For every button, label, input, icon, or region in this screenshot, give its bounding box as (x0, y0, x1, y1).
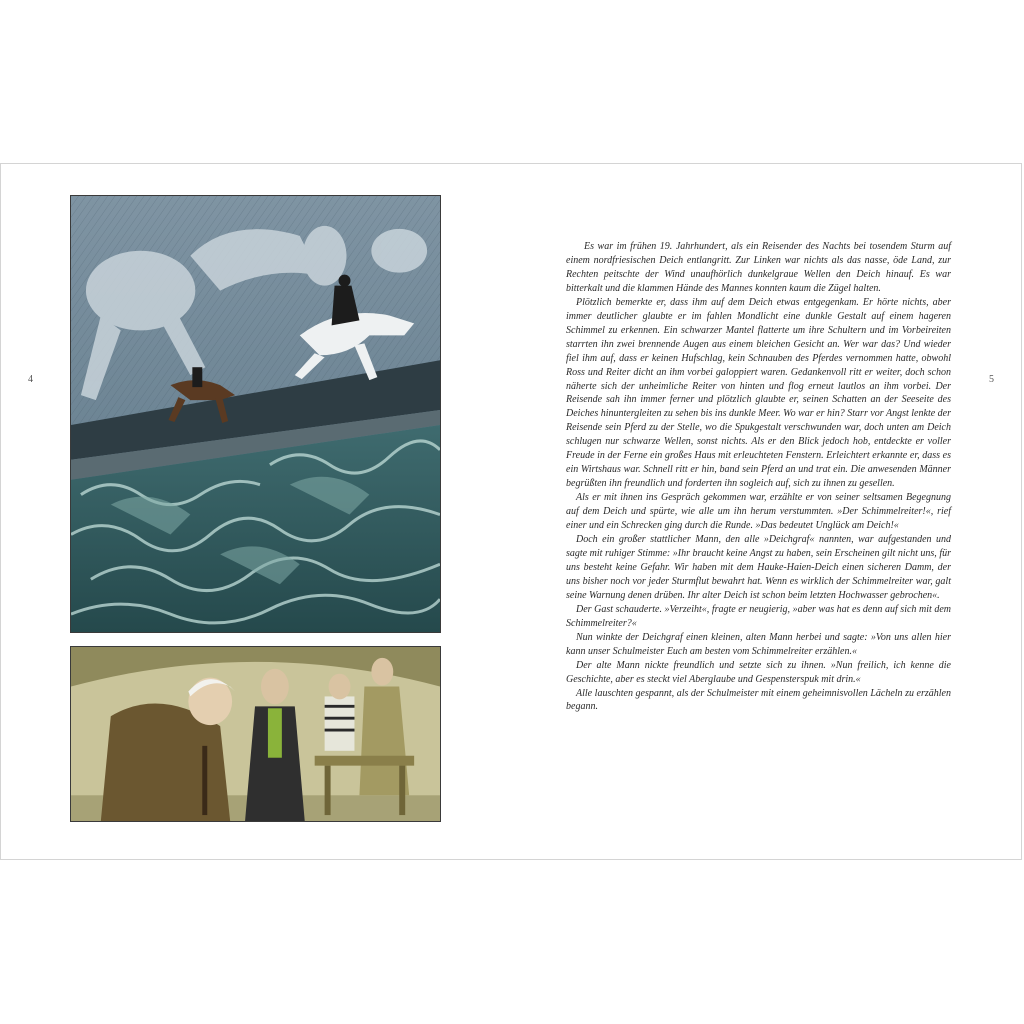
paragraph: Es war im frühen 19. Jahrhundert, als ein Reisender des Nachts bei tosendem Sturm auf einem nordfriesischen Deich entlangritt. Zur Linken war nichts als das nasse, öde Land, zur Rechten peitschte der Wind unaufhörlich dunkelgraue Wellen den Deich hinauf. Es war bitterkalt und die klammen Hände des Mannes konnten kaum die Zügel halten. (566, 241, 951, 294)
paragraph: Plötzlich bemerkte er, dass ihm auf dem Deich etwas entgegenkam. Er hörte nichts, aber immer deutlicher glaubte er im fahlen Mondlicht eine dunkle Gestalt auf einem hageren Schimmel zu erkennen. Ein schwarzer Mantel flatterte um ihre Schultern und im Vorbeireiten starrten ihn zwei brennende Augen aus einem bleichen Gesicht an. Wer war das? Und wieder fiel ihm auf, dass er keinen Hufschlag, kein Schnauben des Pferdes vernommen hatte, obwohl Ross und Reiter dicht an ihm vorbei galoppiert waren. Gedankenvoll ritt er weiter, doch schon näherte sich der unheimliche Reiter von hinten und flog erneut lautlos an ihm vorbei. Der Reisende sah ihn immer ferner und plötzlich glaubte er, seinen Schatten an der Seeseite des Deiches hinuntergleiten zu sehen bis ins dunkle Meer. Wo war er hin? Starr vor Angst lenkte der Reisende sein Pferd zu der Stelle, wo die Spukgestalt verschwunden war, doch unten am Deich schlugen nur schwarze Wellen, sonst nichts. Als er den Blick jedoch hob, entdeckte er voller Freude in der Ferne ein großes Haus mit erleuchteten Fenstern. Erleichtert erkannte er, dass es ein Wirtshaus war. Schnell ritt er hin, band sein Pferd an und trat ein. Die anwesenden Männer begrüßten ihn freundlich und forderten ihn sogleich auf, sich zu ihnen zu gesellen. (566, 296, 951, 490)
tavern-illustration (70, 646, 441, 822)
page-number-left: 4 (28, 374, 33, 385)
paragraph: Der Gast schauderte. »Verzeiht«, fragte er neugierig, »aber was hat es denn auf sich mit dem Schimmelreiter?« (566, 603, 951, 629)
paragraph: Der alte Mann nickte freundlich und setzte sich zu ihnen. »Nun freilich, ich kenne die Geschichte, aber es steckt viel Aberglaube und Gespensterspuk mit drin.« (566, 659, 951, 685)
tavern-table (315, 756, 414, 766)
paragraph: Als er mit ihnen ins Gespräch gekommen war, erzählte er von seiner seltsamen Begegnung auf dem Deich und spürte, wie alle um ihn herum verstummten. »Der Schimmelreiter!«, rief einer und ein Schrecken ging durch die Runde. »Das bedeutet Unglück am Deich!« (566, 492, 951, 532)
story-text (566, 240, 951, 714)
paragraph: Doch ein großer stattlicher Mann, den alle »Deichgraf« nannten, war aufgestanden und sagte mit ruhiger Stimme: »Ihr braucht keine Angst zu haben, sein Erscheinen gilt nicht uns, für uns besteht keine Gefahr. Wir haben mit dem Hauke-Haien-Deich einen sicheren Damm, der uns bisher noch vor jeder Sturmflut bewahrt hat. Wenn es wirklich der Schimmelreiter war, galt seine Warnung denen drüben. Ihr alter Deich ist schon beim letzten Hochwasser gebrochen«. (566, 534, 951, 601)
paragraph: Alle lauschten gespannt, als der Schulmeister mit einem geheimnisvollen Lächeln zu erzählen begann. (566, 687, 951, 713)
page-number-right: 5 (989, 374, 994, 385)
paragraph: Nun winkte der Deichgraf einen kleinen, alten Mann herbei und sagte: »Von uns allen hier kann unser Schulmeister Euch am besten vom Schimmelreiter erzählen.« (566, 631, 951, 657)
storm-rider-illustration (70, 195, 441, 633)
